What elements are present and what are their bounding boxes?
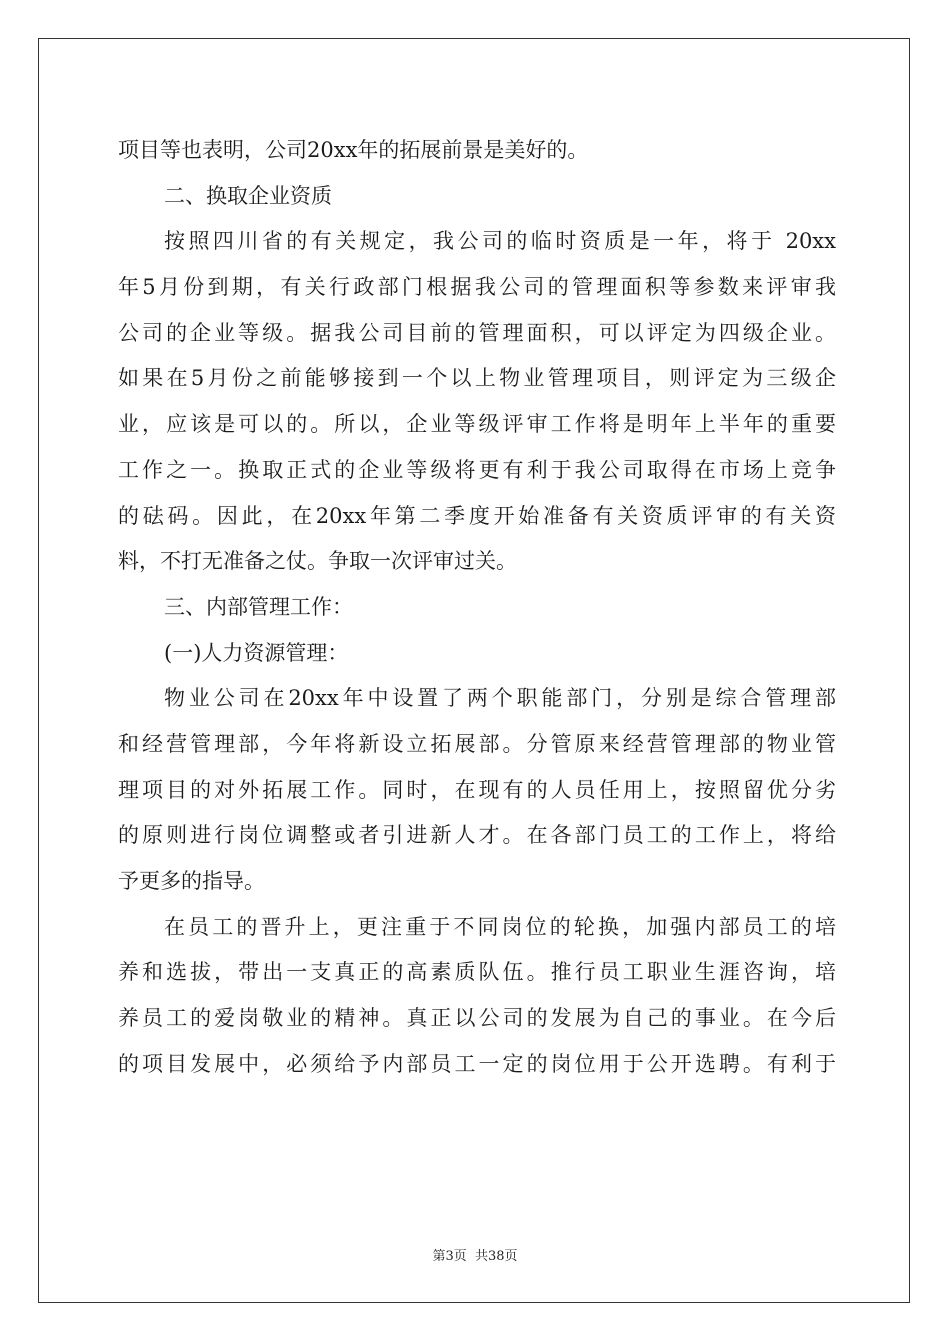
text-line: 如果在5月份之前能够接到一个以上物业管理项目，则评定为三级企: [118, 366, 836, 391]
text-line: 理项目的对外拓展工作。同时，在现有的人员任用上，按照留优分劣: [118, 777, 836, 802]
page-footer: [0, 1245, 950, 1264]
text-line: 三、内部管理工作：: [164, 594, 353, 619]
page-total: 共38页: [474, 1249, 518, 1264]
text-line: 和经营管理部，今年将新设立拓展部。分管原来经营管理部的物业管: [118, 731, 836, 756]
text-line: 料，不打无准备之仗。争取一次评审过关。: [118, 549, 517, 574]
text-line: 物业公司在20xx年中设置了两个职能部门，分别是综合管理部: [164, 686, 836, 711]
text-line: 年5月份到期，有关行政部门根据我公司的管理面积等参数来评审我: [118, 275, 836, 300]
text-line: 的项目发展中，必须给予内部员工一定的岗位用于公开选聘。有利于: [118, 1051, 836, 1076]
text-line: 二、换取企业资质: [164, 183, 332, 208]
text-line: 养和选拔，带出一支真正的高素质队伍。推行员工职业生涯咨询，培: [118, 960, 836, 985]
text-line: 的砝码。因此，在20xx年第二季度开始准备有关资质评审的有关资: [118, 503, 836, 528]
text-line: 工作之一。换取正式的企业等级将更有利于我公司取得在市场上竞争: [118, 457, 836, 482]
text-line: 在员工的晋升上，更注重于不同岗位的轮换，加强内部员工的培: [164, 914, 836, 939]
document-body: [118, 128, 836, 1087]
text-line: 按照四川省的有关规定，我公司的临时资质是一年，将于 20xx: [164, 229, 836, 254]
text-line: 公司的企业等级。据我公司目前的管理面积，可以评定为四级企业。: [118, 320, 836, 345]
text-line: 业，应该是可以的。所以，企业等级评审工作将是明年上半年的重要: [118, 412, 836, 437]
text-line: 养员工的爱岗敬业的精神。真正以公司的发展为自己的事业。在今后: [118, 1006, 836, 1031]
page-number: 第3页: [432, 1249, 467, 1264]
text-line: 的原则进行岗位调整或者引进新人才。在各部门员工的工作上，将给: [118, 823, 836, 848]
text-line: 项目等也表明，公司20xx年的拓展前景是美好的。: [118, 138, 589, 162]
text-line: (一)人力资源管理：: [164, 640, 349, 665]
text-line: 予更多的指导。: [118, 869, 265, 893]
